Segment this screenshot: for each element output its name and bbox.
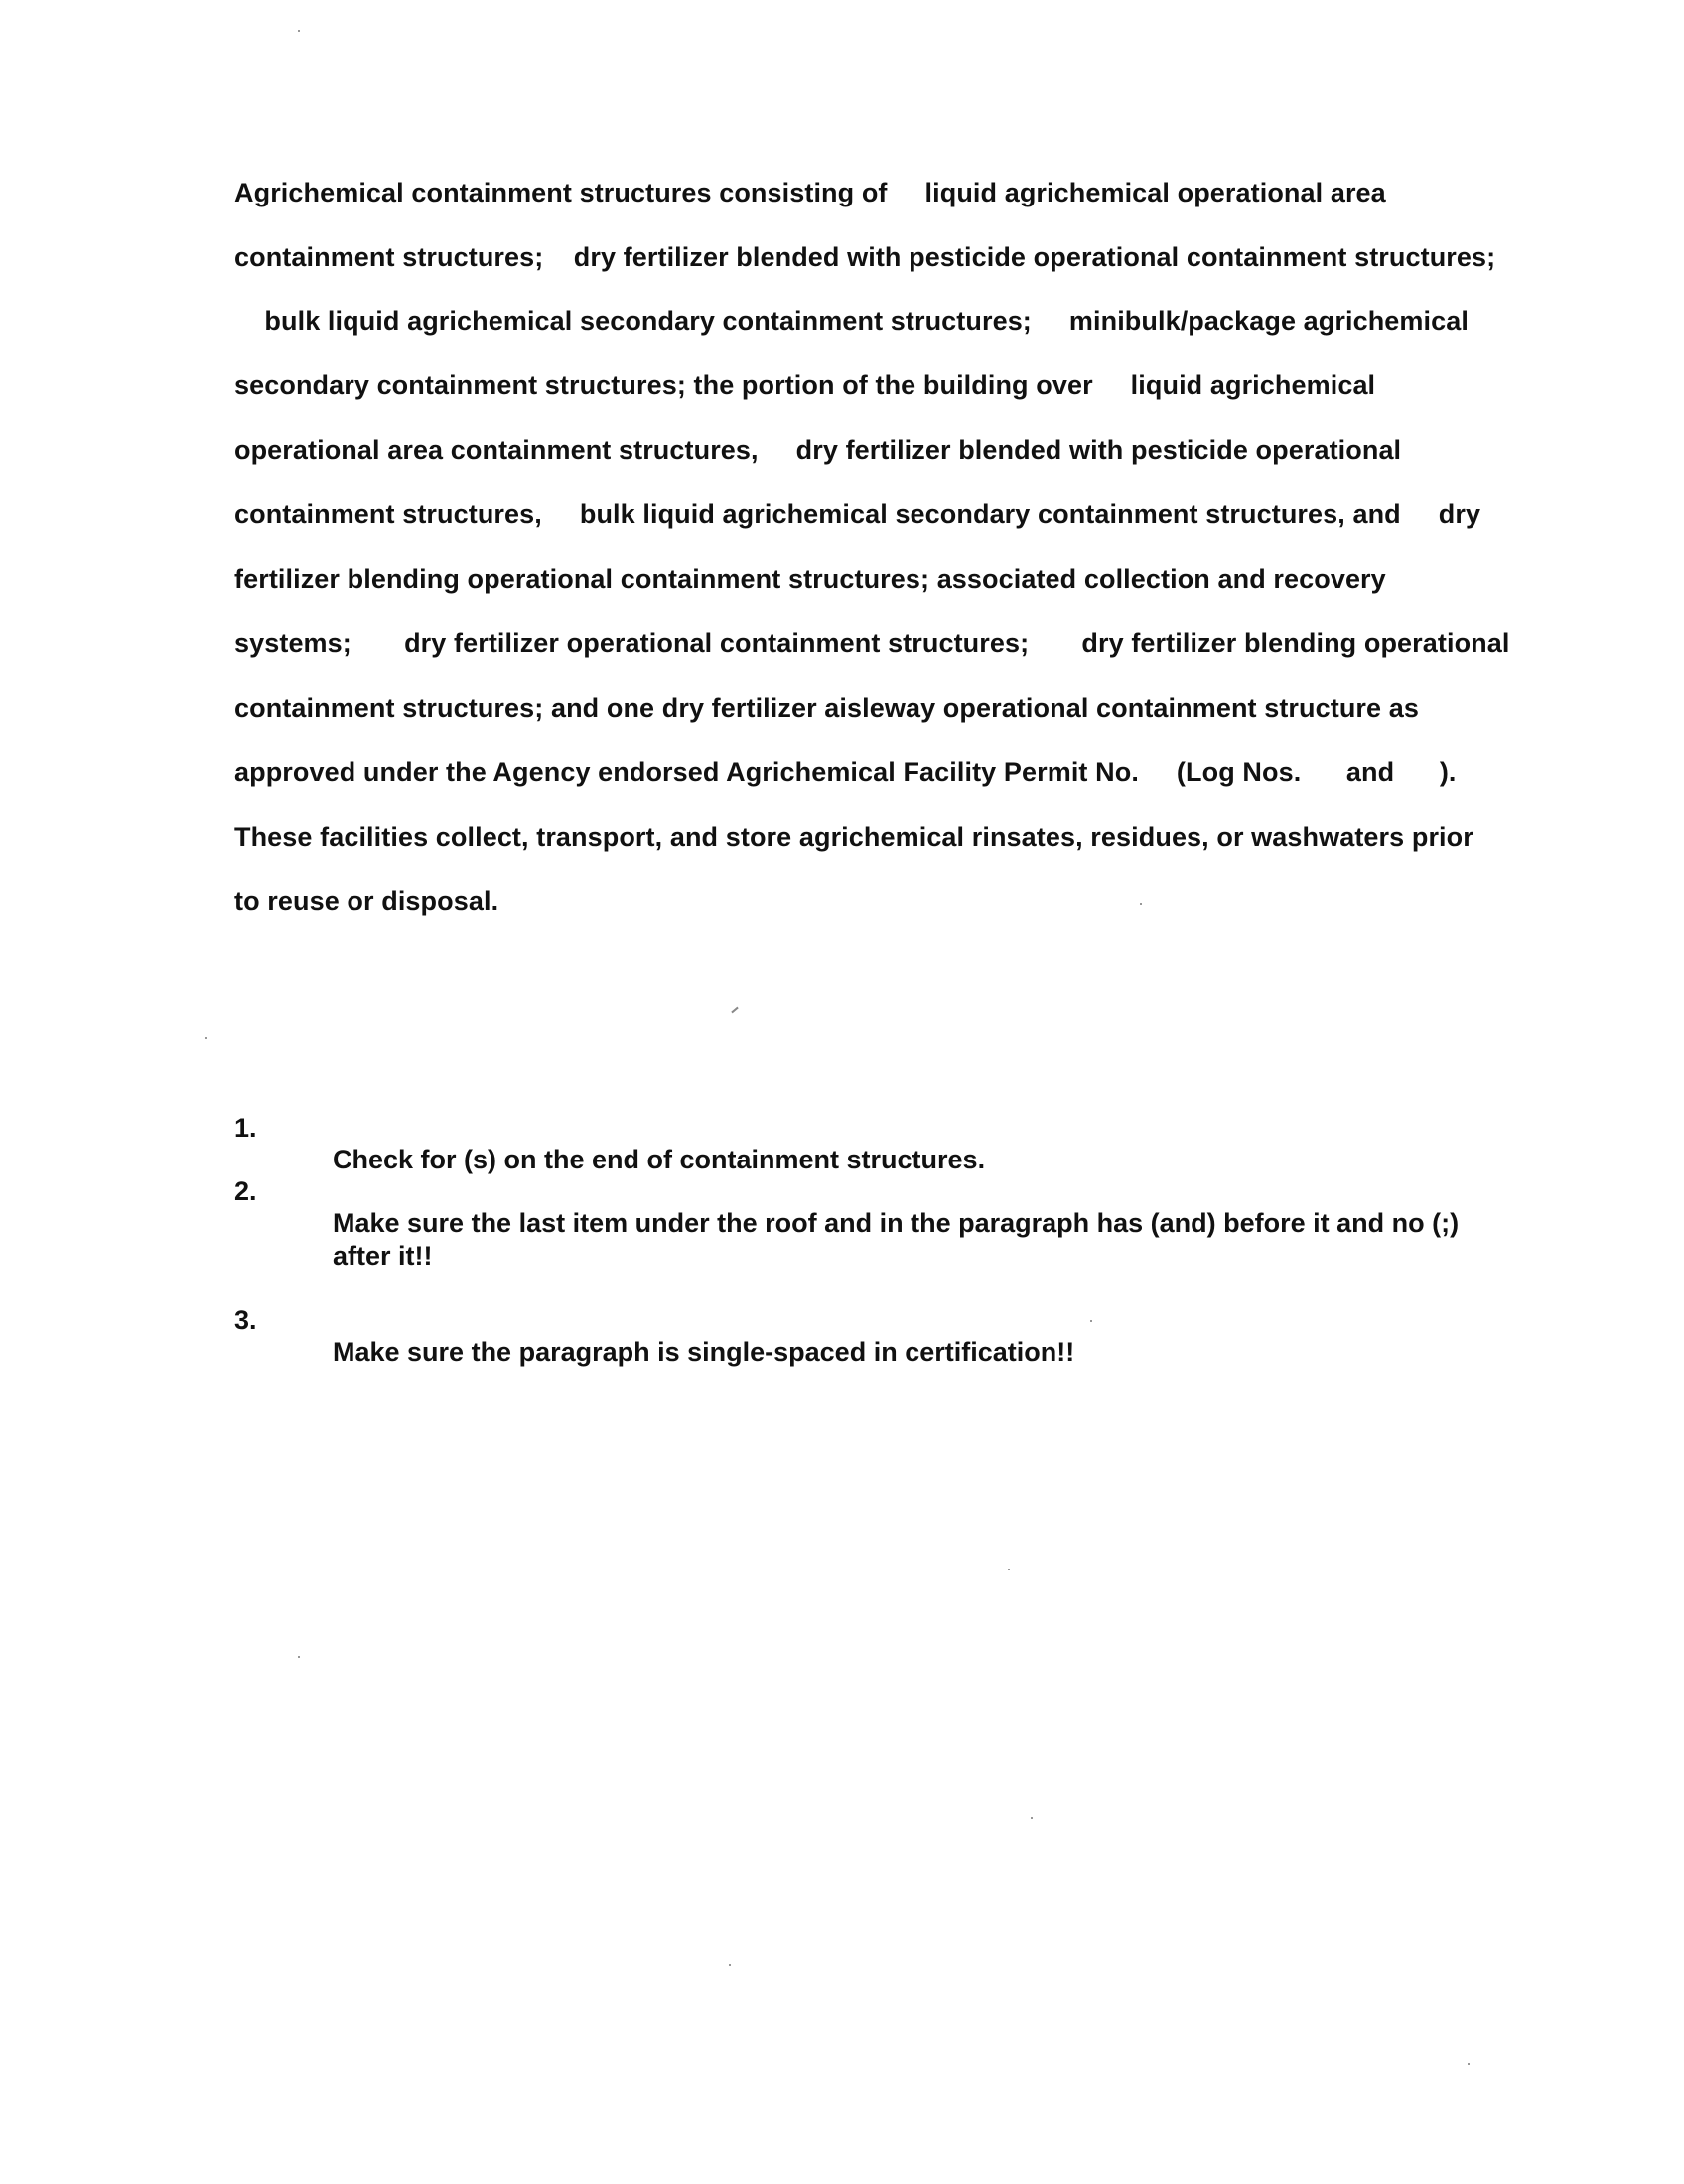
list-item-text: Make sure the last item under the roof and in the paragraph has (and) before it and no (;)	[333, 1208, 1460, 1238]
paragraph-line: secondary containment structures; the portion of the building over liquid agrichemical	[234, 370, 1376, 400]
paragraph-line: containment structures; dry fertilizer blended with pesticide operational containment structures;	[234, 242, 1496, 272]
scan-speck	[1008, 1569, 1010, 1570]
scan-speck	[298, 30, 300, 32]
list-item-number: 1.	[234, 1113, 257, 1143]
scan-speck	[1031, 1817, 1033, 1819]
paragraph-line: containment structures; and one dry fertilizer aisleway operational containment structure as	[234, 693, 1419, 723]
paragraph-line: systems; dry fertilizer operational containment structures; dry fertilizer blending operational	[234, 628, 1510, 658]
paragraph-line: containment structures, bulk liquid agrichemical secondary containment structures, and dry	[234, 499, 1481, 529]
list-item-number: 2.	[234, 1176, 257, 1206]
scan-speck	[729, 1964, 731, 1966]
list-item-text: Check for (s) on the end of containment structures.	[333, 1145, 986, 1174]
list-item-text: Make sure the paragraph is single-spaced in certification!!	[333, 1337, 1075, 1367]
paragraph-line: Agrichemical containment structures consisting of liquid agrichemical operational area	[234, 178, 1386, 207]
scan-speck	[298, 1656, 300, 1658]
scan-mark	[731, 1007, 738, 1014]
paragraph-line: to reuse or disposal.	[234, 887, 499, 916]
paragraph-line: fertilizer blending operational containment structures; associated collection and recovery	[234, 564, 1386, 594]
paragraph-line: bulk liquid agrichemical secondary containment structures; minibulk/package agrichemical	[234, 306, 1469, 336]
scan-speck	[205, 1037, 207, 1039]
paragraph-line: operational area containment structures, dry fertilizer blended with pesticide operational	[234, 435, 1402, 465]
list-item	[0, 1273, 1075, 1400]
paragraph-line: These facilities collect, transport, and store agrichemical rinsates, residues, or washwaters prior	[234, 822, 1474, 852]
scan-speck	[1090, 1320, 1092, 1322]
list-item-number: 3.	[234, 1305, 257, 1335]
scan-speck	[1140, 903, 1142, 905]
paragraph-line: approved under the Agency endorsed Agrichemical Facility Permit No. (Log Nos. and ).	[234, 757, 1457, 787]
list-item-text: after it!!	[333, 1241, 433, 1271]
scan-speck	[1468, 2063, 1470, 2065]
